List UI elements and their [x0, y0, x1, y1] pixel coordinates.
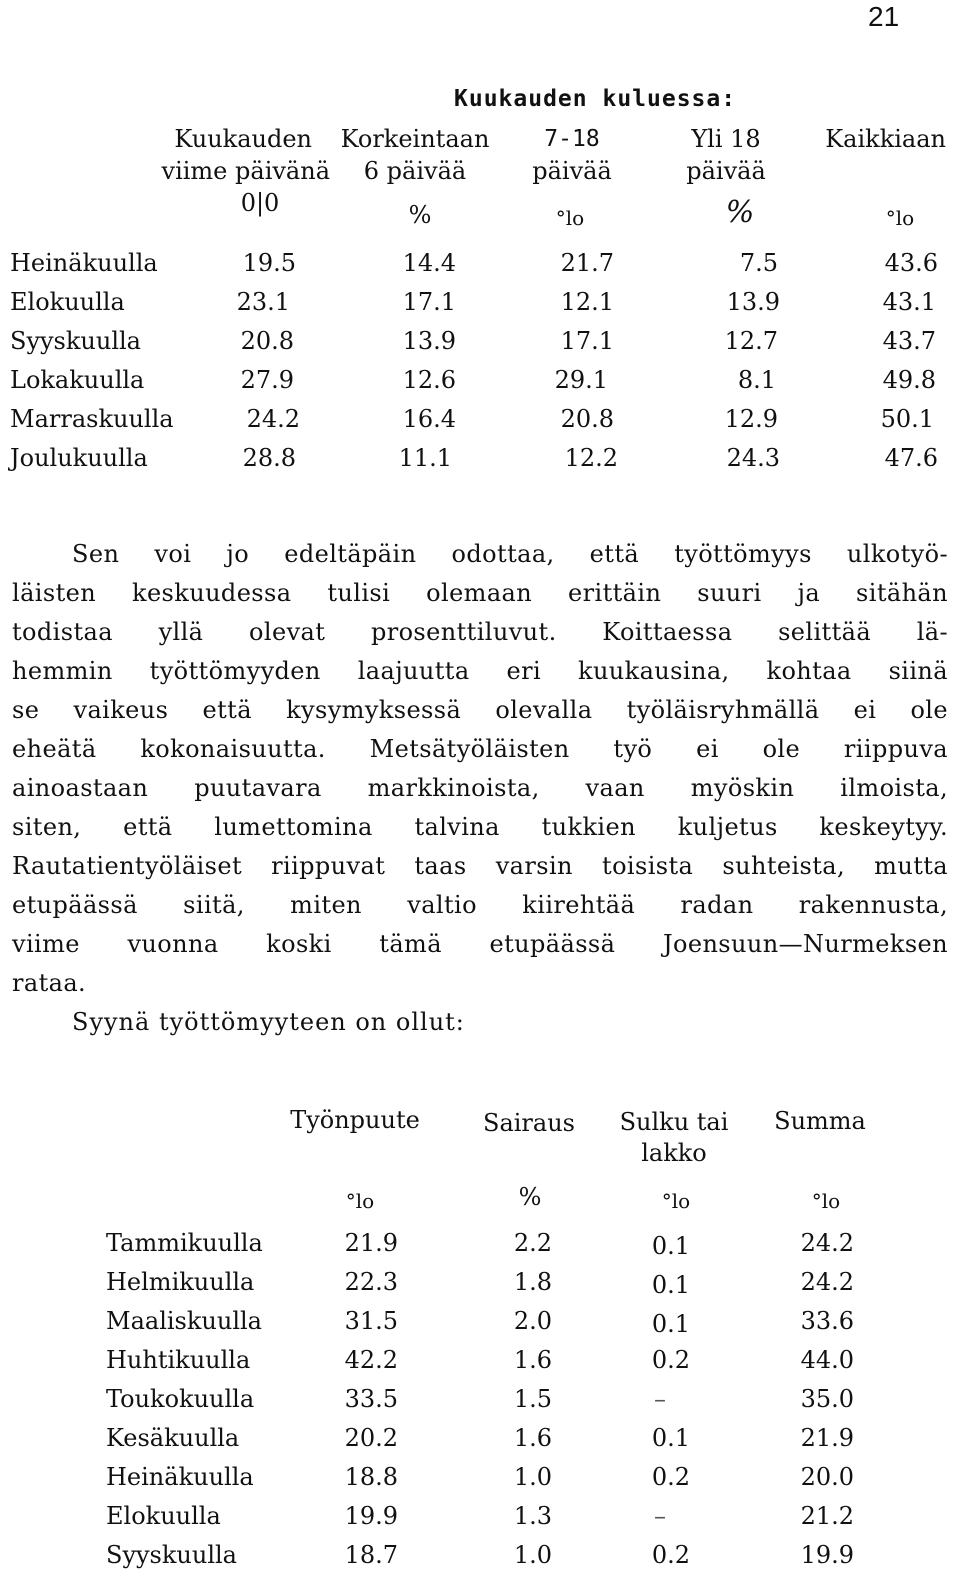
t1-cell: 17.1 — [402, 288, 456, 316]
t1-month: Joulukuulla — [10, 444, 148, 472]
t2-cell: 0.2 — [651, 1541, 690, 1569]
paragraph-line: siten, että lumettomina talvina tukkien kuljetus keskeytyy. — [12, 813, 948, 841]
paragraph-line: Sen voi jo edeltäpäin odottaa, että työttömyys ulkotyö- — [72, 540, 948, 568]
t1-header-col4-line1: Yli 18 — [691, 125, 761, 153]
t2-cell: 0.2 — [651, 1346, 690, 1374]
paragraph-line: todistaa yllä olevat prosenttiluvut. Koittaessa selittää lä- — [12, 618, 948, 646]
t2-cell: 18.7 — [344, 1541, 398, 1569]
paragraph-line: läisten keskuudessa tulisi olemaan erittäin suuri ja sitähän — [12, 579, 948, 607]
t1-cell: 12.6 — [402, 366, 456, 394]
paragraph-line: eheätä kokonaisuutta. Metsätyöläisten työ ei ole riippuva — [12, 735, 948, 763]
t2-month: Heinäkuulla — [106, 1463, 254, 1491]
t1-header-col1-unit: 0|0 — [240, 189, 280, 217]
t2-header-col1-unit: °lo — [345, 1189, 375, 1213]
t2-cell: 2.0 — [513, 1307, 552, 1335]
t1-cell: 16.4 — [402, 405, 456, 433]
t2-cell: 22.3 — [344, 1268, 398, 1296]
t2-cell: 0.1 — [651, 1424, 690, 1452]
t1-cell: 12.1 — [560, 288, 614, 316]
t1-cell: 12.7 — [724, 327, 778, 355]
t1-cell: 12.9 — [724, 405, 778, 433]
t2-cell: 18.8 — [344, 1463, 398, 1491]
t1-header-col5-unit: °lo — [885, 206, 915, 230]
t1-cell: 20.8 — [560, 405, 614, 433]
t1-cell: 43.6 — [884, 249, 938, 277]
t2-header-col2-line1: Sairaus — [483, 1109, 575, 1137]
body-paragraph — [12, 535, 948, 1042]
t1-month: Heinäkuulla — [10, 249, 158, 277]
t1-cell: 12.2 — [564, 444, 618, 472]
t2-header-col1-line1: Työnpuute — [290, 1106, 420, 1134]
t1-cell: 27.9 — [240, 366, 294, 394]
t2-cell: 0.1 — [651, 1271, 690, 1299]
t2-cell: 20.0 — [800, 1463, 854, 1491]
t1-header-col4-line2: päivää — [686, 157, 766, 185]
t2-month: Huhtikuulla — [106, 1346, 251, 1374]
t1-cell: 29.1 — [554, 366, 608, 394]
t2-cell: 1.0 — [513, 1463, 552, 1491]
t1-cell: 11.1 — [398, 444, 452, 472]
t2-cell: 19.9 — [344, 1502, 398, 1530]
t1-cell: 13.9 — [402, 327, 456, 355]
t1-cell: 20.8 — [240, 327, 294, 355]
t2-cell: 1.6 — [513, 1424, 552, 1452]
t1-month: Marraskuulla — [10, 405, 174, 433]
t1-cell: 17.1 — [560, 327, 614, 355]
paragraph-line: se vaikeus että kysymyksessä olevalla työläisryhmällä ei ole — [12, 696, 948, 724]
t1-cell: 47.6 — [884, 444, 938, 472]
t1-cell: 49.8 — [882, 366, 936, 394]
t2-cell: 1.0 — [513, 1541, 552, 1569]
t2-month: Syyskuulla — [106, 1541, 237, 1569]
t1-header-col3-line2: päivää — [532, 157, 612, 185]
t1-cell: 43.7 — [882, 327, 936, 355]
t2-cell: 2.2 — [513, 1229, 552, 1257]
t1-header-col2-line1: Korkeintaan — [340, 125, 490, 153]
t1-header-col4-unit: % — [725, 195, 755, 230]
paragraph-line: hemmin työttömyyden laajuutta eri kuukausina, kohtaa siinä — [12, 657, 948, 685]
t2-header-col4-unit: °lo — [811, 1189, 841, 1213]
t2-cell: 31.5 — [344, 1307, 398, 1335]
t2-cell: 20.2 — [344, 1424, 398, 1452]
t1-cell: 19.5 — [242, 249, 296, 277]
t2-header-col3-unit: °lo — [661, 1189, 691, 1213]
t2-cell: 1.8 — [513, 1268, 552, 1296]
t1-header-col1-line2: viime päivänä — [161, 157, 330, 185]
paragraph-line: viime vuonna koski tämä etupäässä Joensuun—Nurmeksen — [12, 930, 948, 958]
t1-cell: 50.1 — [880, 405, 934, 433]
t1-header-col2-unit: % — [408, 201, 432, 229]
t2-cell: 21.9 — [344, 1229, 398, 1257]
t2-month: Elokuulla — [106, 1502, 221, 1530]
t1-header-col3-line1: 7-18 — [544, 126, 600, 152]
t2-cell: 21.2 — [800, 1502, 854, 1530]
t2-cell: 24.2 — [800, 1268, 854, 1296]
paragraph-line: rataa. — [12, 969, 87, 997]
t1-header-col2-line2: 6 päivää — [363, 157, 467, 185]
t1-cell: 7.5 — [739, 249, 778, 277]
t1-month: Elokuulla — [10, 288, 125, 316]
subheading: Syynä työttömyyteen on ollut: — [72, 1008, 465, 1036]
t1-header-col1-line1: Kuukauden — [174, 125, 312, 153]
t2-month: Helmikuulla — [106, 1268, 255, 1296]
t2-cell: 44.0 — [800, 1346, 854, 1374]
t2-cell: 21.9 — [800, 1424, 854, 1452]
t2-cell: – — [654, 1385, 666, 1413]
paragraph-line: etupäässä siitä, miten valtio kiirehtää radan rakennusta, — [12, 891, 948, 919]
t2-header-col3-line2: lakko — [641, 1139, 707, 1167]
t2-cell: 1.6 — [513, 1346, 552, 1374]
t1-cell: 24.3 — [726, 444, 780, 472]
t2-cell: 19.9 — [800, 1541, 854, 1569]
t2-cell: – — [654, 1502, 666, 1530]
t2-header-col2-unit: % — [518, 1183, 542, 1211]
page-number: 21 — [868, 1, 900, 32]
t2-cell: 24.2 — [800, 1229, 854, 1257]
t1-cell: 24.2 — [246, 405, 300, 433]
t2-month: Kesäkuulla — [106, 1424, 240, 1452]
t1-cell: 8.1 — [737, 366, 776, 394]
t2-month: Maaliskuulla — [106, 1307, 262, 1335]
t1-cell: 43.1 — [882, 288, 936, 316]
t2-cell: 0.2 — [651, 1463, 690, 1491]
t2-header-col3-line1: Sulku tai — [619, 1108, 729, 1136]
t1-cell: 21.7 — [560, 249, 614, 277]
t1-header-col5-line1: Kaikkiaan — [825, 125, 946, 153]
t1-cell: 28.8 — [242, 444, 296, 472]
t2-month: Toukokuulla — [106, 1385, 255, 1413]
t2-cell: 33.5 — [344, 1385, 398, 1413]
t2-header-col4-line1: Summa — [774, 1107, 866, 1135]
t2-cell: 0.1 — [651, 1310, 690, 1338]
t2-cell: 0.1 — [651, 1232, 690, 1260]
t2-cell: 1.5 — [513, 1385, 552, 1413]
t1-cell: 23.1 — [236, 288, 290, 316]
t1-cell: 14.4 — [402, 249, 456, 277]
t2-month: Tammikuulla — [106, 1229, 263, 1257]
table1-group-heading: Kuukauden kuluessa: — [454, 86, 737, 112]
t1-month: Syyskuulla — [10, 327, 141, 355]
paragraph-line: Rautatientyöläiset riippuvat taas varsin toisista suhteista, mutta — [12, 852, 948, 880]
t2-cell: 35.0 — [800, 1385, 854, 1413]
t1-month: Lokakuulla — [10, 366, 145, 394]
t2-cell: 42.2 — [344, 1346, 398, 1374]
paragraph-line: ainoastaan puutavara markkinoista, vaan myöskin ilmoista, — [12, 774, 948, 802]
t2-cell: 1.3 — [513, 1502, 552, 1530]
t1-cell: 13.9 — [726, 288, 780, 316]
t2-cell: 33.6 — [800, 1307, 854, 1335]
t1-header-col3-unit: °lo — [555, 206, 585, 230]
